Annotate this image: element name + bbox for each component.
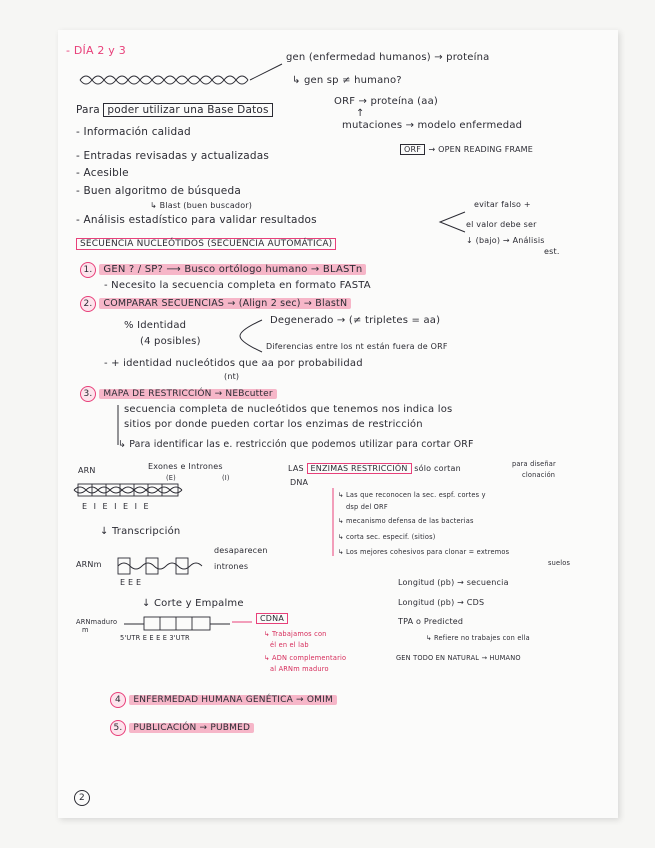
page-number: 2 xyxy=(74,790,90,806)
page-title: - DÍA 2 y 3 xyxy=(66,44,126,57)
arnm-label: ARNm xyxy=(76,560,102,569)
bd-item-1: - Información calidad xyxy=(76,126,191,138)
bd-boxed-title: poder utilizar una Base Datos xyxy=(103,103,272,117)
mas-identidad: - + identidad nucleótidos que aa por probabilidad xyxy=(104,358,363,369)
step3-number: 3. xyxy=(80,386,96,402)
open-reading-frame: → OPEN READING FRAME xyxy=(428,145,533,154)
step1-note: - Necesito la secuencia completa en formato FASTA xyxy=(104,280,371,291)
enzimas-b2: ↳ mecanismo defensa de las bacterias xyxy=(338,517,474,525)
step4-text: ENFERMEDAD HUMANA GENÉTICA → OMIM xyxy=(129,695,337,705)
enzimas-b4: ↳ Los mejores cohesivos para clonar = extremos xyxy=(338,548,510,556)
step5-number: 5. xyxy=(110,720,126,736)
blast-note: ↳ Blast (buen buscador) xyxy=(150,201,253,210)
adn-comp-1: ↳ ADN complementario xyxy=(264,654,347,662)
eee-labels: E E E xyxy=(120,578,142,587)
bajo-analisis: ↓ (bajo) → Análisis xyxy=(466,236,545,245)
step1-text: GEN ? / SP? ⟶ Busco ortólogo humano → BLASTn xyxy=(99,264,366,275)
orf-line: ORF → proteína (aa) xyxy=(334,96,439,107)
mapa-line-2: sitios por donde pueden cortar los enzimas de restricción xyxy=(124,419,423,430)
enzimas-dna: DNA xyxy=(290,478,309,487)
arn-maduro-drawing xyxy=(124,617,230,630)
valor-debe: el valor debe ser xyxy=(466,220,537,229)
bd-analisis: - Análisis estadístico para validar resultados xyxy=(76,214,317,226)
gene-letters: E I E I E I E xyxy=(82,502,151,511)
utr-labels: 5'UTR E E E E 3'UTR xyxy=(120,634,190,642)
secuencia-heading: SECUENCIA NUCLEÓTIDOS (SECUENCIA AUTOMÁTICA) xyxy=(76,238,336,250)
evitar-falso: evitar falso + xyxy=(474,200,531,209)
step5-text: PUBLICACIÓN → PUBMED xyxy=(129,723,254,733)
transcripcion-label: ↓ Transcripción xyxy=(100,526,181,537)
bd-item-2: - Entradas revisadas y actualizadas xyxy=(76,150,269,162)
enzimas-las: LAS xyxy=(288,464,304,473)
desaparecen-label: desaparecen xyxy=(214,546,268,555)
step4-number: 4 xyxy=(110,692,126,708)
arn-maduro-label: ARNmaduro xyxy=(76,618,118,626)
corte-label: ↓ Corte y Empalme xyxy=(142,598,244,609)
enzimas-solo: sólo cortan xyxy=(414,464,461,473)
step1-number: 1. xyxy=(80,262,96,278)
est-label: est. xyxy=(544,247,560,256)
gene-helix-drawing xyxy=(74,484,182,496)
gen-sp-line: ↳ gen sp ≠ humano? xyxy=(292,75,402,86)
bd-lead: Para xyxy=(76,104,100,116)
enzimas-b4b: suelos xyxy=(548,559,571,567)
gen-line: gen (enfermedad humanos) → proteína xyxy=(286,52,490,63)
enzimas-b1b: dsp del ORF xyxy=(346,503,388,511)
bd-item-4: - Buen algoritmo de búsqueda xyxy=(76,185,241,197)
enzimas-boxed: ENZIMAS RESTRICCIÓN xyxy=(307,463,412,474)
exones-label: Exones e Intrones xyxy=(148,462,223,471)
clonacion: clonación xyxy=(522,471,556,479)
mapa-line-3: ↳ Para identificar las e. restricción que podemos utilizar para cortar ORF xyxy=(118,439,474,450)
arn-label: ARN xyxy=(78,466,96,475)
degenerado-label: Degenerado → (≠ tripletes = aa) xyxy=(270,315,441,326)
longitud-cds: Longitud (pb) → CDS xyxy=(398,598,485,607)
step3-text: MAPA DE RESTRICCIÓN → NEBcutter xyxy=(99,389,276,399)
gen-todo-natural: GEN TODO EN NATURAL → HUMANO xyxy=(396,654,521,662)
refiere-note: ↳ Refiere no trabajes con ella xyxy=(426,634,530,642)
trabajamos-1: ↳ Trabajamos con xyxy=(264,630,327,638)
i-label: (I) xyxy=(222,474,230,482)
nt-label: (nt) xyxy=(224,372,240,381)
longitud-secuencia: Longitud (pb) → secuencia xyxy=(398,578,509,587)
dna-helix-drawing xyxy=(80,64,282,84)
mutaciones-line: mutaciones → modelo enfermedad xyxy=(342,120,523,131)
e-label: (E) xyxy=(166,474,176,482)
diferencias-label: Diferencias entre los nt están fuera de ORF xyxy=(266,342,448,351)
orf-box: ORF xyxy=(400,144,425,155)
arn-maduro-sub: m xyxy=(82,626,89,634)
mapa-line-1: secuencia completa de nucleótidos que tenemos nos indica los xyxy=(124,404,453,415)
step2-text: COMPARAR SECUENCIAS → (Align 2 sec) → BlastN xyxy=(99,298,351,309)
arrow-drawing xyxy=(440,212,465,232)
trabajamos-2: él en el lab xyxy=(270,641,309,649)
enzimas-b1: ↳ Las que reconocen la sec. espf. cortes y xyxy=(338,491,486,499)
enzimas-b3: ↳ corta sec. especif. (sitios) xyxy=(338,533,436,541)
step2-number: 2. xyxy=(80,296,96,312)
identidad-label: % Identidad xyxy=(124,320,187,331)
bracket-drawing xyxy=(240,320,262,352)
intrones-label: intrones xyxy=(214,562,249,571)
para-disenar: para diseñar xyxy=(512,460,556,468)
cdna-box: CDNA xyxy=(256,613,288,624)
arnm-drawing xyxy=(118,558,202,574)
bd-item-3: - Acesible xyxy=(76,167,129,179)
adn-comp-2: al ARNm maduro xyxy=(270,665,329,673)
tpa-predicted: TPA o Predicted xyxy=(398,617,464,626)
posibles-label: (4 posibles) xyxy=(140,336,201,347)
arrow-up: ↑ xyxy=(356,108,365,119)
